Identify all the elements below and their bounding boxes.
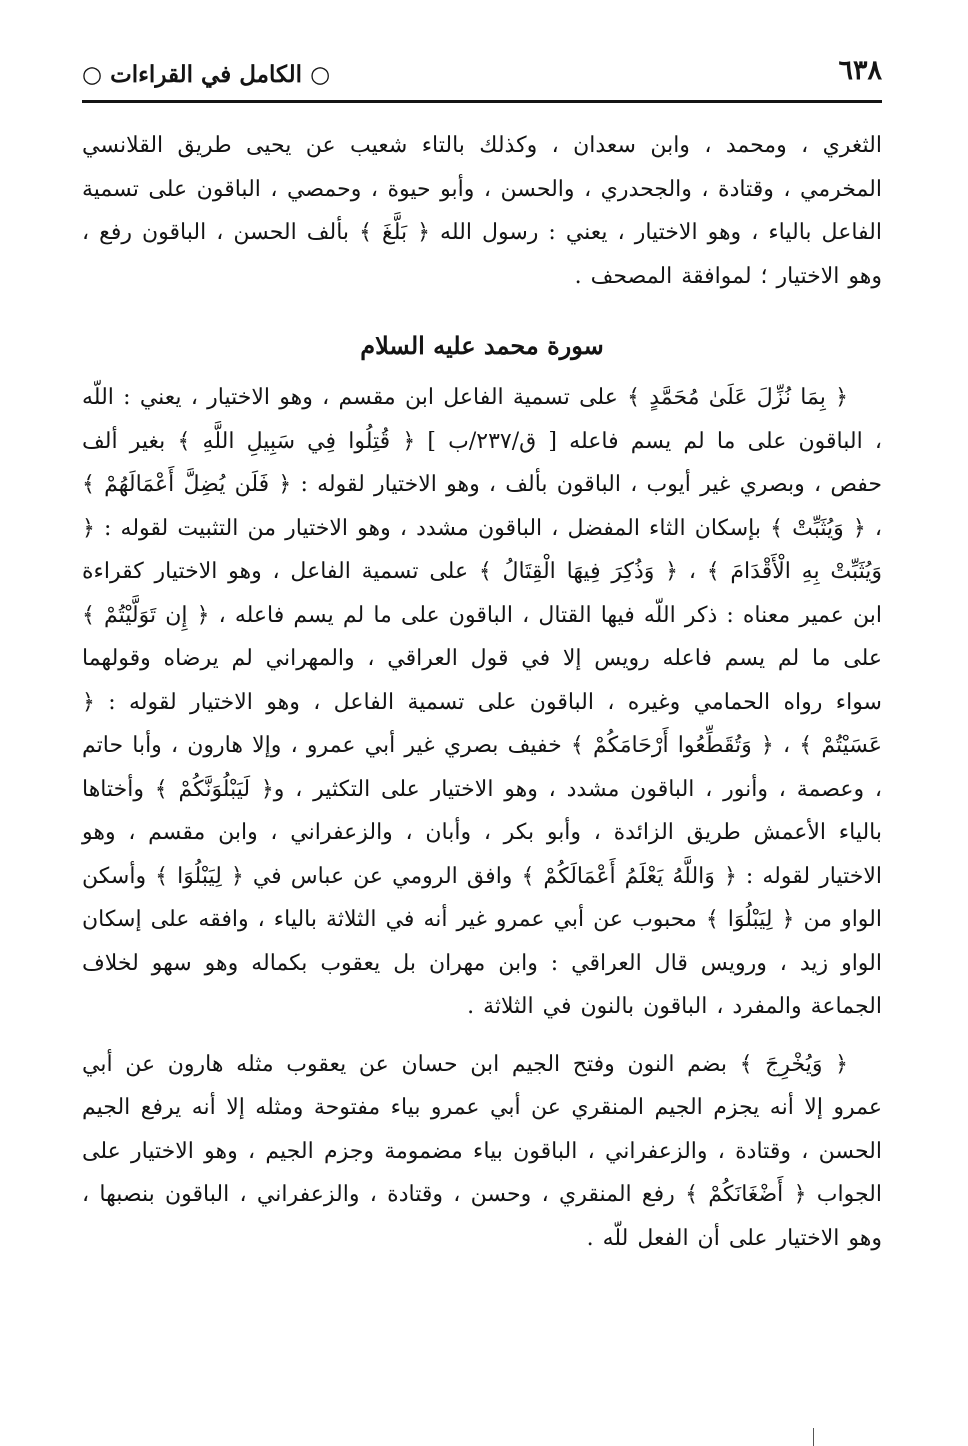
- page-header: [82, 52, 882, 98]
- paragraph: ﴿ بِمَا نُزِّلَ عَلَىٰ مُحَمَّدٍ ﴾ على تسمية الفاعل ابن مقسم ، وهو الاختيار ، يعني : اللّه ، الباقون على ما لم يسم فاعله [ ق/٢٣٧/ب ] ﴿ قُتِلُوا فِي سَبِيلِ اللَّهِ ﴾ بغير ألف حفص ، وبصري غير أيوب ، الباقون بألف ، وهو الاختيار لقوله : ﴿ فَلَن يُضِلَّ أَعْمَالَهُمْ ﴾ ، ﴿ وَيُثَبِّتْ ﴾ بإسكان الثاء المفضل ، الباقون مشدد ، وهو الاختيار من التثبيت لقوله : ﴿ وَيُثَبِّتْ بِهِ الْأَقْدَامَ ﴾ ، ﴿ وَذُكِرَ فِيهَا الْقِتَالُ ﴾ على تسمية الفاعل ، وهو الاختيار كقراءة ابن عمير معناه : ذكر اللّه فيها القتال ، الباقون على ما لم يسم فاعله ، ﴿ إِن تَوَلَّيْتُمْ ﴾ على ما لم يسم فاعله رويس إلا في قول العراقي ، والمهراني لم يرضاه وقولهما سواء رواه الحمامي وغيره ، الباقون على تسمية الفاعل ، وهو الاختيار لقوله : ﴿ عَسَيْتُمْ ﴾ ، ﴿ وَتُقَطِّعُوا أَرْحَامَكُمْ ﴾ خفيف بصري غير أبي عمرو ، وإلا هارون ، وأبا حاتم ، وعصمة ، وأنور ، الباقون مشدد ، وهو الاختيار على التكثير ، و﴿ لَيَبْلُوَنَّكُمْ ﴾ وأختاها بالياء الأعمش طريق الزائدة ، وأبو بكر ، وأبان ، والزعفراني ، وابن مقسم ، وهو الاختيار لقوله : ﴿ وَاللَّهُ يَعْلَمُ أَعْمَالَكُمْ ﴾ وافق الرومي عن عباس في ﴿ لِيَبْلُوَا ﴾ وأسكن الواو من ﴿ لِيَبْلُوَا ﴾ محبوب عن أبي عمرو غير أنه في الثلاثة بالياء ، وافقه على إسكان الواو زيد ، ورويس قال العراقي : وابن مهران بل يعقوب بكماله وهو سهو لخلاف الجماعة والمفرد ، الباقون بالنون في الثلاثة .: [82, 385, 882, 1019]
- page-body: [82, 124, 882, 1260]
- header-divider: [82, 100, 882, 103]
- scan-mark: [813, 1428, 819, 1446]
- page-number: ٦٣٨: [838, 55, 882, 86]
- running-title: ○ الكامل في القراءات ○: [82, 61, 331, 88]
- paragraph: ﴿ وَيُخْرِجَ ﴾ بضم النون وفتح الجيم ابن حسان عن يعقوب مثله هارون عن أبي عمرو إلا أنه يجزم الجيم المنقري عن أبي عمرو بياء مفتوحة ومثله إلا أنه يرفع الجيم الحسن ، وقتادة ، والزعفراني ، الباقون بياء مضمومة وجزم الجيم ، وهو الاختيار على الجواب ﴿ أَضْغَانَكُمْ ﴾ رفع المنقري ، وحسن ، وقتادة ، والزعفراني ، الباقون بنصبها ، وهو الاختيار على أن الفعل للّه .: [82, 1051, 882, 1251]
- paragraph-continuation: الثغري ، ومحمد ، وابن سعدان ، وكذلك بالتاء شعيب عن يحيى طريق القلانسي المخرمي ، وقتادة ، والجحدري ، والحسن ، وأبو حيوة ، وحمصي ، الباقون على تسمية الفاعل بالياء ، وهو الاختيار ، يعني : رسول الله ﴿ بَلَّغَ ﴾ بألف الحسن ، الباقون رفع ، وهو الاختيار ؛ لموافقة المصحف .: [82, 133, 882, 289]
- surah-heading: سورة محمد عليه السلام: [360, 331, 604, 360]
